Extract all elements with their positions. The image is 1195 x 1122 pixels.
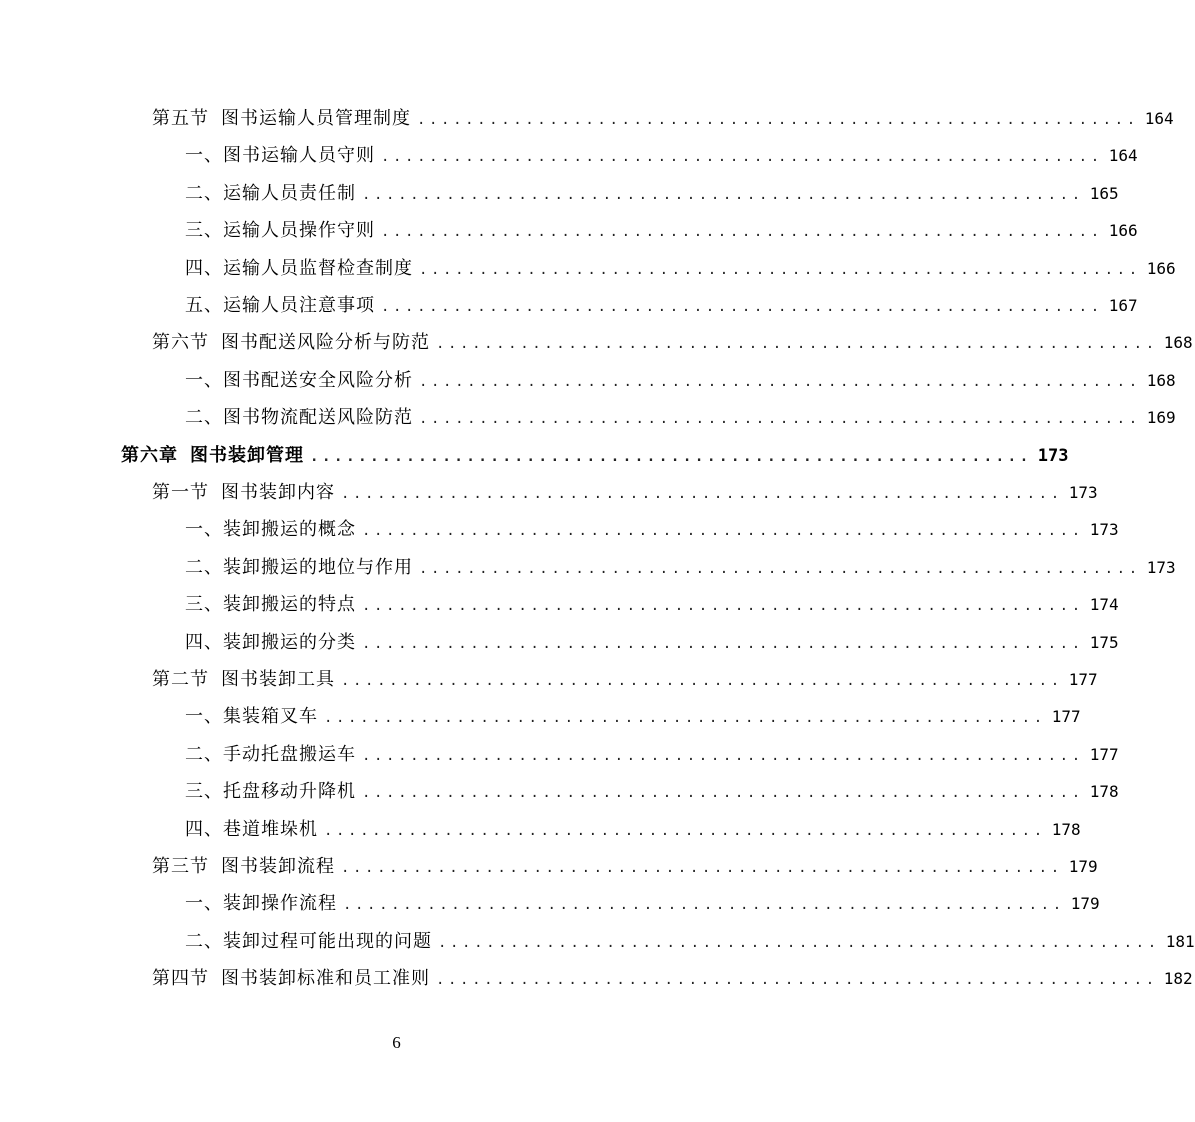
toc-entry[interactable]	[152, 474, 1098, 511]
toc-entry[interactable]	[152, 848, 1098, 885]
toc-entry-text: 图书装卸标准和员工准则	[221, 968, 430, 990]
toc-entry-text: 运输人员操作守则	[223, 220, 375, 242]
dot-leader: ............................................................	[362, 785, 1084, 802]
toc-entry-number: 三、	[185, 781, 223, 803]
toc-entry-title	[185, 511, 356, 548]
toc-entry-text: 集装箱叉车	[223, 706, 318, 728]
toc-entry[interactable]	[185, 250, 1176, 287]
toc-entry-number: 一、	[185, 706, 223, 728]
toc-entry-text: 运输人员注意事项	[223, 295, 375, 316]
toc-entry-page: 173	[1068, 483, 1098, 502]
toc-entry-text: 托盘移动升降机	[223, 781, 356, 803]
toc-entry-title	[185, 287, 375, 324]
dot-leader: ............................................................	[362, 598, 1084, 615]
toc-entry-title	[185, 362, 413, 399]
toc-entry-text: 运输人员监督检查制度	[223, 257, 413, 279]
toc-entry-number: 第五节	[152, 108, 209, 129]
toc-entry-number: 三、	[185, 594, 223, 616]
toc-entry-number: 四、	[185, 818, 223, 840]
toc-entry-text: 图书装卸流程	[221, 856, 335, 877]
toc-entry-title	[185, 212, 375, 249]
toc-entry-page: 166	[1108, 221, 1138, 241]
toc-entry-title	[152, 100, 411, 137]
toc-entry-page: 166	[1146, 258, 1176, 278]
toc-entry-text: 巷道堆垛机	[223, 818, 318, 840]
toc-entry-page: 168	[1146, 370, 1176, 390]
toc-entry-title	[185, 811, 318, 848]
toc-entry-number: 第六节	[152, 332, 209, 354]
toc-entry-title	[121, 437, 304, 474]
toc-entry-text: 图书装卸管理	[190, 444, 304, 466]
toc-entry-text: 图书运输人员管理制度	[221, 108, 411, 129]
toc-entry-number: 一、	[185, 893, 223, 915]
toc-entry-text: 图书配送风险分析与防范	[221, 332, 430, 354]
toc-entry-text: 装卸搬运的分类	[223, 631, 356, 653]
toc-entry-page: 177	[1089, 744, 1119, 764]
toc-entry-page: 178	[1089, 782, 1119, 802]
toc-entry-text: 图书配送安全风险分析	[223, 369, 413, 391]
toc-entry-number: 五、	[185, 295, 223, 316]
toc-entry-number: 一、	[185, 519, 223, 541]
dot-leader: ............................................................	[341, 673, 1063, 689]
toc-entry-number: 第四节	[152, 968, 209, 990]
toc-entry[interactable]	[152, 661, 1098, 698]
toc-entry-page: 177	[1051, 707, 1081, 727]
toc-entry-number: 第六章	[121, 444, 178, 466]
toc-entry-number: 第二节	[152, 669, 209, 690]
toc-entry-title	[185, 250, 413, 287]
dot-leader: ............................................................	[419, 560, 1141, 577]
toc-entry-title	[185, 923, 432, 960]
toc-entry-title	[152, 661, 335, 698]
dot-leader: ............................................................	[381, 224, 1103, 241]
toc-entry-title	[152, 474, 335, 511]
toc-entry-number: 二、	[185, 930, 223, 952]
toc-entry-title	[185, 773, 356, 810]
toc-entry-number: 四、	[185, 631, 223, 653]
toc-entry-title	[152, 960, 430, 997]
toc-entry-page: 182	[1163, 969, 1193, 989]
dot-leader: ............................................................	[438, 934, 1160, 951]
toc-entry-page: 178	[1051, 819, 1081, 839]
toc-entry[interactable]	[152, 324, 1193, 361]
toc-entry-number: 第一节	[152, 482, 209, 503]
toc-entry[interactable]	[185, 811, 1081, 848]
toc-entry-text: 图书装卸工具	[221, 669, 335, 690]
toc-entry-page: 164	[1108, 146, 1138, 166]
dot-leader: ............................................................	[417, 112, 1139, 128]
toc-entry[interactable]	[152, 100, 1174, 137]
toc-entry-text: 图书运输人员守则	[223, 145, 375, 167]
toc-entry[interactable]	[185, 511, 1119, 548]
dot-leader: ............................................................	[419, 261, 1141, 278]
toc-entry[interactable]	[185, 549, 1176, 586]
toc-entry-page: 173	[1146, 557, 1176, 577]
toc-entry[interactable]	[185, 773, 1119, 810]
toc-entry[interactable]	[185, 698, 1081, 735]
toc-entry[interactable]	[185, 923, 1195, 960]
dot-leader: ............................................................	[419, 411, 1141, 428]
dot-leader: ............................................................	[343, 897, 1065, 914]
toc-entry-page: 173	[1089, 520, 1119, 540]
toc-entry-title	[185, 624, 356, 661]
page-number: 6	[392, 1033, 401, 1052]
dot-leader: ............................................................	[362, 523, 1084, 540]
dot-leader: ............................................................	[436, 972, 1158, 989]
toc-entry-title	[152, 848, 335, 885]
toc-entry[interactable]	[121, 437, 1069, 474]
dot-leader: ............................................................	[362, 635, 1084, 652]
toc-entry-page: 164	[1144, 109, 1174, 128]
toc-entry-title	[185, 586, 356, 623]
dot-leader: ............................................................	[381, 149, 1103, 166]
toc-entry-number: 二、	[185, 182, 223, 204]
toc-entry-number: 二、	[185, 556, 223, 578]
toc-entry[interactable]	[185, 586, 1119, 623]
toc-entry[interactable]	[185, 736, 1119, 773]
toc-entry[interactable]	[185, 212, 1138, 249]
toc-entry-text: 装卸搬运的概念	[223, 519, 356, 541]
toc-entry-page: 179	[1068, 857, 1098, 876]
toc-entry-text: 装卸搬运的地位与作用	[223, 556, 413, 578]
dot-leader: ............................................................	[362, 747, 1084, 764]
toc-entry-page: 169	[1146, 408, 1176, 428]
toc-entry-title	[185, 736, 356, 773]
toc-entry[interactable]	[152, 960, 1193, 997]
toc-entry-number: 二、	[185, 407, 223, 429]
toc-entry[interactable]	[185, 287, 1138, 324]
toc-entry-page: 173	[1037, 445, 1069, 466]
dot-leader: ............................................................	[436, 336, 1158, 353]
dot-leader: ............................................................	[324, 710, 1046, 727]
toc-entry-text: 运输人员责任制	[223, 182, 356, 204]
toc-entry-number: 四、	[185, 257, 223, 279]
toc-entry-page: 179	[1070, 894, 1100, 914]
toc-entry-text: 图书装卸内容	[221, 482, 335, 503]
dot-leader: ............................................................	[341, 486, 1063, 502]
toc-entry-title	[185, 175, 356, 212]
toc-entry-text: 图书物流配送风险防范	[223, 407, 413, 429]
toc-entry[interactable]	[185, 399, 1176, 436]
toc-entry-page: 177	[1068, 670, 1098, 689]
toc-entry-title	[185, 885, 337, 922]
dot-leader: ............................................................	[362, 186, 1084, 203]
toc-entry[interactable]	[185, 885, 1100, 922]
toc-entry[interactable]	[185, 624, 1119, 661]
toc-entry-page: 168	[1163, 333, 1193, 353]
toc-entry-page: 174	[1089, 595, 1119, 615]
dot-leader: ............................................................	[381, 299, 1103, 315]
dot-leader: ............................................................	[341, 860, 1063, 876]
toc-entry-text: 装卸过程可能出现的问题	[223, 930, 432, 952]
toc-entry-text: 装卸操作流程	[223, 893, 337, 915]
toc-entry-page: 167	[1108, 296, 1138, 315]
toc-entry-text: 手动托盘搬运车	[223, 743, 356, 765]
dot-leader: ............................................................	[310, 448, 1032, 465]
toc-entry[interactable]	[185, 362, 1176, 399]
toc-entry-title	[185, 549, 413, 586]
toc-entry-page: 181	[1165, 931, 1195, 951]
toc-entry-title	[185, 137, 375, 174]
toc-entry-page: 175	[1089, 632, 1119, 652]
toc-entry-title	[185, 399, 413, 436]
toc-entry-number: 二、	[185, 743, 223, 765]
toc-entry-number: 一、	[185, 145, 223, 167]
toc-entry[interactable]	[185, 137, 1138, 174]
toc-entry-text: 装卸搬运的特点	[223, 594, 356, 616]
dot-leader: ............................................................	[419, 373, 1141, 390]
toc-entry-title	[152, 324, 430, 361]
toc-entry-page: 165	[1089, 183, 1119, 203]
dot-leader: ............................................................	[324, 822, 1046, 839]
toc-entry-number: 一、	[185, 369, 223, 391]
toc-entry-number: 三、	[185, 220, 223, 242]
toc-entry-number: 第三节	[152, 856, 209, 877]
toc-entry-title	[185, 698, 318, 735]
toc-entry[interactable]	[185, 175, 1119, 212]
